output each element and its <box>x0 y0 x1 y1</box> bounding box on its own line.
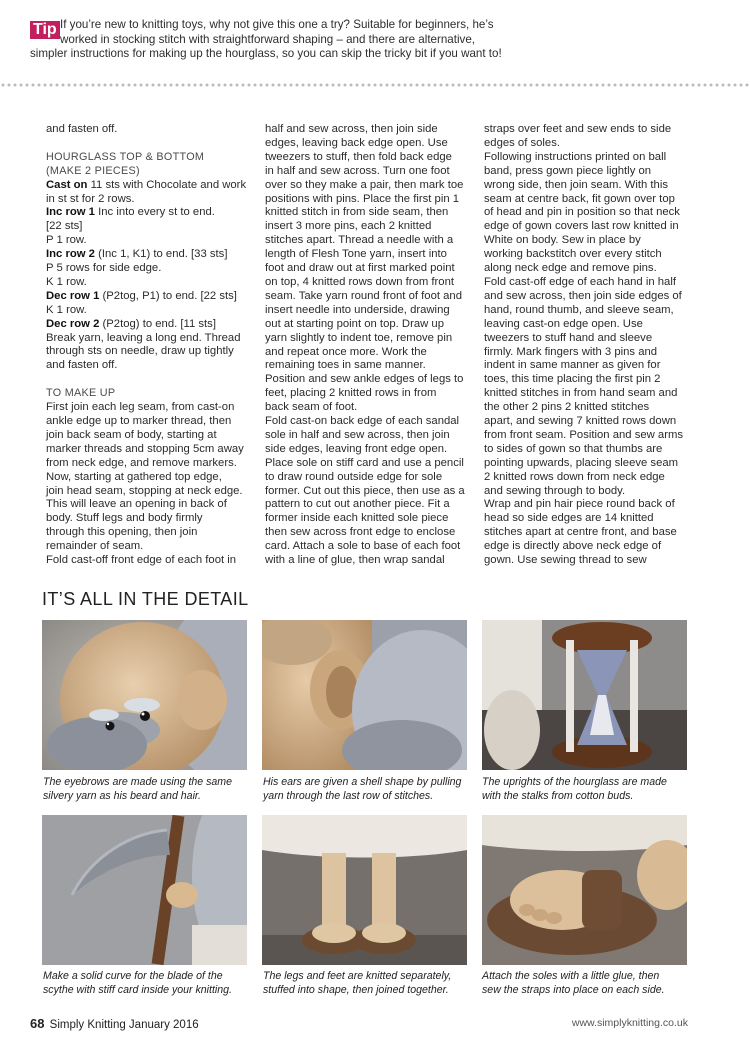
body-line <box>46 443 256 457</box>
line-text: HOURGLASS TOP & BOTTOM <box>46 150 205 163</box>
body-line <box>484 485 694 499</box>
body-line <box>265 248 475 262</box>
body-line <box>265 526 475 540</box>
body-line <box>484 318 694 332</box>
body-line <box>484 471 694 485</box>
line-text: White on body. Sew in place by <box>484 234 641 247</box>
body-line <box>484 137 694 151</box>
line-text: Following instructions printed on ball <box>484 150 667 163</box>
line-text: Break yarn, leaving a long end. Thread <box>46 331 241 344</box>
row-label: Inc row 2 <box>46 248 95 261</box>
line-text: stitches apart. Thread a needle with a <box>265 234 454 247</box>
line-text: along neck edge and remove pins. <box>484 262 657 275</box>
body-line <box>265 498 475 512</box>
line-text: Wrap and pin hair piece round back of <box>484 498 675 511</box>
line-text: remainder of seam. <box>46 540 144 553</box>
body-line <box>46 206 256 220</box>
line-text: 11 sts with Chocolate and work <box>87 178 247 191</box>
caption: The legs and feet are knitted separately, stuffed into shape, then joined together. <box>263 970 452 996</box>
photo-scythe <box>42 815 247 965</box>
line-text: insert 3 more pins, each 2 knitted <box>265 220 432 233</box>
body-line <box>46 345 256 359</box>
body-line <box>46 332 256 346</box>
body-line <box>265 540 475 554</box>
tip-badge: Tip <box>30 21 60 39</box>
caption: His ears are given a shell shape by pulling yarn through the last row of stitches. <box>263 776 462 802</box>
line-text: seam. Take yarn round front of foot and <box>265 289 462 302</box>
line-text: tweezers to stuff hand and sleeve <box>484 331 653 344</box>
body-line <box>265 512 475 526</box>
dotted-divider <box>0 82 750 88</box>
line-text: edges of soles. <box>484 136 560 149</box>
caption: The eyebrows are made using the same silvery yarn as his beard and hair. <box>43 776 233 802</box>
photo-legs <box>262 815 467 965</box>
line-text: gown. Use sewing thread to sew <box>484 554 647 567</box>
text-column-3 <box>484 123 694 568</box>
line-text: former inside each knitted sole piece <box>265 512 449 525</box>
body-line <box>484 262 694 276</box>
line-text: positions with pins. Place the first pin 1 <box>265 192 460 205</box>
line-text: and fasten off. <box>46 359 118 372</box>
line-text: yarn slightly to indent toe, remove pin <box>265 331 453 344</box>
line-text: head so side edges are 14 knitted <box>484 512 654 525</box>
paragraph-gap <box>46 373 256 387</box>
body-line <box>484 359 694 373</box>
line-text: band, press gown piece lightly on <box>484 164 652 177</box>
line-text: Position and sew ankle edges of legs to <box>265 373 464 386</box>
body-line <box>484 332 694 346</box>
body-line <box>46 193 256 207</box>
body-line <box>484 220 694 234</box>
line-text: apart, and sewing 7 knitted rows down <box>484 415 677 428</box>
body-line <box>265 346 475 360</box>
body-line <box>265 262 475 276</box>
line-text: through sts on needle, draw up tightly <box>46 345 234 358</box>
body-line <box>265 193 475 207</box>
line-text: TO MAKE UP <box>46 387 116 400</box>
line-text: ankle edge up to marker thread, then <box>46 415 232 427</box>
line-text: back seam of foot. <box>265 401 358 414</box>
caption: The uprights of the hourglass are made with the stalks from cotton buds. <box>482 776 667 802</box>
body-line <box>484 304 694 318</box>
body-line <box>46 485 256 499</box>
tip-text <box>30 18 720 62</box>
body-line <box>265 234 475 248</box>
line-text: side edges, leaving front edge open. <box>265 442 448 455</box>
line-text: edges, leaving back edge open. Use <box>265 136 448 149</box>
body-line <box>484 276 694 290</box>
body-line <box>484 151 694 165</box>
body-line <box>484 165 694 179</box>
line-text: Fold cast-on back edge of each sandal <box>265 415 460 428</box>
body-line <box>46 179 256 193</box>
line-text: stitches apart at centre front, and base <box>484 526 677 539</box>
line-text: to sides of gown so that thumbs are <box>484 442 663 455</box>
body-line <box>265 373 475 387</box>
line-text: marker threads and stopping 5cm away <box>46 442 244 455</box>
body-line <box>265 443 475 457</box>
body-line <box>484 290 694 304</box>
line-text: pattern to cut out another piece. Fit a <box>265 498 450 511</box>
body-line <box>46 304 256 318</box>
body-line <box>484 206 694 220</box>
line-text: card. Attach a sole to base of each foot <box>265 540 461 553</box>
tip-line: simpler instructions for making up the hourglass, so you can skip the tricky bit if you want to! <box>30 47 502 60</box>
page-number: 68 <box>30 1016 45 1031</box>
line-text: knitted stitches in from hand seam and <box>484 387 678 400</box>
line-text: join back seam of body, starting at <box>46 428 217 441</box>
line-text: foot and draw out at first marked point <box>265 262 455 275</box>
body-line <box>484 123 694 137</box>
line-text: [22 sts] <box>46 220 83 233</box>
body-line <box>46 401 256 415</box>
body-line <box>484 443 694 457</box>
line-text: K 1 row. <box>46 275 87 288</box>
body-line <box>265 220 475 234</box>
line-text: toes, this time placing the first pin 2 <box>484 373 661 386</box>
body-line <box>46 359 256 373</box>
line-text: firmly. Mark fingers with 3 pins and <box>484 345 658 358</box>
body-line <box>46 554 256 568</box>
body-line <box>484 179 694 193</box>
body-line <box>265 123 475 137</box>
line-text: straps over feet and sew ends to side <box>484 123 672 135</box>
line-text: from front seam. Position and sew arms <box>484 428 684 441</box>
body-line <box>265 276 475 290</box>
section-heading <box>46 387 256 401</box>
body-line <box>46 248 256 262</box>
section-title: IT’S ALL IN THE DETAIL <box>42 589 249 609</box>
body-line <box>484 193 694 207</box>
line-text: and sewing through to body. <box>484 484 626 497</box>
row-label: Dec row 2 <box>46 317 100 330</box>
body-line <box>46 276 256 290</box>
paragraph-gap <box>46 137 256 151</box>
line-text: P 1 row. <box>46 234 87 247</box>
footer-left <box>30 1016 199 1031</box>
body-line <box>265 415 475 429</box>
body-line <box>46 429 256 443</box>
body-line <box>484 346 694 360</box>
line-text: body. Stuff legs and body firmly <box>46 512 203 525</box>
text-column-2 <box>265 123 475 568</box>
body-line <box>265 387 475 401</box>
body-line <box>46 234 256 248</box>
line-text: edge of gown covers last row knitted in <box>484 220 679 233</box>
line-text: of head and pin in position so that neck <box>484 206 680 219</box>
line-text: join head seam, stopping at neck edge. <box>46 484 243 497</box>
line-text: half and sew across, then join side <box>265 123 438 135</box>
body-line <box>46 540 256 554</box>
line-text: tweezers to stuff, then fold back edge <box>265 150 452 163</box>
body-line <box>46 415 256 429</box>
line-text: feet, placing 2 knitted rows in from <box>265 387 437 400</box>
line-text: wrong side, then join seam. With this <box>484 178 668 191</box>
body-line <box>265 179 475 193</box>
line-text: the other 2 pins 2 knitted stitches <box>484 401 650 414</box>
body-line <box>265 485 475 499</box>
photo-eyebrows <box>42 620 247 770</box>
line-text: working backstitch over every stitch <box>484 248 662 261</box>
line-text: Now, starting at gathered top edge, <box>46 470 222 483</box>
line-text: edge is directly above neck edge of <box>484 540 662 553</box>
line-text: Fold cast-off front edge of each foot in <box>46 554 237 567</box>
line-text: then sew across front edge to enclose <box>265 526 456 539</box>
section-heading <box>46 165 256 179</box>
body-line <box>265 401 475 415</box>
line-text: knitted stitch in from side seam, then <box>265 206 449 219</box>
line-text: in st st for 2 rows. <box>46 192 135 205</box>
body-line <box>484 498 694 512</box>
body-line <box>265 137 475 151</box>
body-line <box>265 151 475 165</box>
line-text: with a line of glue, then wrap sandal <box>265 554 445 567</box>
body-line <box>484 248 694 262</box>
body-line <box>484 387 694 401</box>
line-text: P 5 rows for side edge. <box>46 262 162 275</box>
caption: Make a solid curve for the blade of the scythe with stiff card inside your knitting. <box>43 970 233 996</box>
line-text: and sew across, then join side edges of <box>484 289 682 302</box>
line-text: and repeat once more. Work the <box>265 345 427 358</box>
body-line <box>484 234 694 248</box>
body-line <box>46 498 256 512</box>
body-line <box>265 304 475 318</box>
caption: Attach the soles with a little glue, then sew the straps into place on each side. <box>482 970 665 996</box>
photo-sandals <box>482 815 687 965</box>
row-label: Dec row 1 <box>46 289 100 302</box>
line-text: 2 knitted rows down from neck edge <box>484 470 665 483</box>
text-column-1 <box>46 123 256 568</box>
body-line <box>46 262 256 276</box>
body-line <box>484 512 694 526</box>
line-text: insert needle into underside, drawing <box>265 303 450 316</box>
body-line <box>484 526 694 540</box>
body-line <box>265 359 475 373</box>
body-line <box>265 429 475 443</box>
footer-url: www.simplyknitting.co.uk <box>571 1017 688 1029</box>
magazine-issue: Simply Knitting January 2016 <box>49 1019 199 1031</box>
line-text: Place sole on stiff card and use a pencil <box>265 456 464 469</box>
body-line <box>46 123 256 137</box>
line-text: seam at centre back, fit gown over top <box>484 192 675 205</box>
body-line <box>46 526 256 540</box>
line-text: (Inc 1, K1) to end. [33 sts] <box>94 248 228 261</box>
line-text: through this opening, then join <box>46 526 198 539</box>
line-text: to draw round outside edge for sole <box>265 470 443 483</box>
body-line <box>265 554 475 568</box>
body-line <box>484 554 694 568</box>
line-text: Fold cast-off edge of each hand in half <box>484 275 676 288</box>
body-line <box>484 415 694 429</box>
body-line <box>265 457 475 471</box>
line-text: hand, round thumb, and sleeve seam, <box>484 303 674 316</box>
body-line <box>484 540 694 554</box>
section-heading <box>46 151 256 165</box>
line-text: indent in same manner as given for <box>484 359 661 372</box>
tip-line: If you’re new to knitting toys, why not give this one a try? Suitable for beginners, he’s <box>60 18 494 31</box>
body-line <box>265 206 475 220</box>
tip-line: worked in stocking stitch with straightforward shaping – and there are alternative, <box>60 32 476 46</box>
body-line <box>265 318 475 332</box>
line-text: (P2tog, P1) to end. [22 sts] <box>99 289 237 302</box>
line-text: sole in half and sew across, then join <box>265 428 450 441</box>
photo-hourglass <box>482 620 687 770</box>
row-label: Cast on <box>46 178 88 191</box>
body-line <box>46 471 256 485</box>
line-text: (P2tog) to end. [11 sts] <box>99 317 216 330</box>
body-line <box>484 373 694 387</box>
line-text: former. Cut out this piece, then use as a <box>265 484 465 497</box>
line-text: Inc into every st to end. <box>94 206 215 219</box>
body-line <box>46 318 256 332</box>
body-line <box>46 457 256 471</box>
line-text: pointing upwards, placing sleeve seam <box>484 456 679 469</box>
line-text: K 1 row. <box>46 303 87 316</box>
body-line <box>46 220 256 234</box>
line-text: over so they make a pair, then mark toe <box>265 178 464 191</box>
body-line <box>484 429 694 443</box>
body-line <box>484 457 694 471</box>
tip-box <box>30 18 720 62</box>
body-line <box>46 512 256 526</box>
body-line <box>46 290 256 304</box>
row-label: Inc row 1 <box>46 206 95 219</box>
body-line <box>265 471 475 485</box>
line-text: length of Flesh Tone yarn, insert into <box>265 248 447 261</box>
body-line <box>265 165 475 179</box>
line-text: remaining toes in same manner. <box>265 359 426 372</box>
line-text: This will leave an opening in back of <box>46 498 227 511</box>
line-text: (MAKE 2 PIECES) <box>46 164 140 177</box>
body-line <box>265 290 475 304</box>
line-text: leaving cast-on edge open. Use <box>484 317 643 330</box>
body-line <box>265 332 475 346</box>
line-text: First join each leg seam, from cast-on <box>46 401 235 414</box>
photo-ear <box>262 620 467 770</box>
line-text: from neck edge, and remove markers. <box>46 456 237 469</box>
line-text: in half and sew across. Turn one foot <box>265 164 450 177</box>
line-text: on top, 4 knitted rows down from front <box>265 275 455 288</box>
line-text: and fasten off. <box>46 123 118 135</box>
body-line <box>484 401 694 415</box>
line-text: out at starting point on top. Draw up <box>265 317 444 330</box>
